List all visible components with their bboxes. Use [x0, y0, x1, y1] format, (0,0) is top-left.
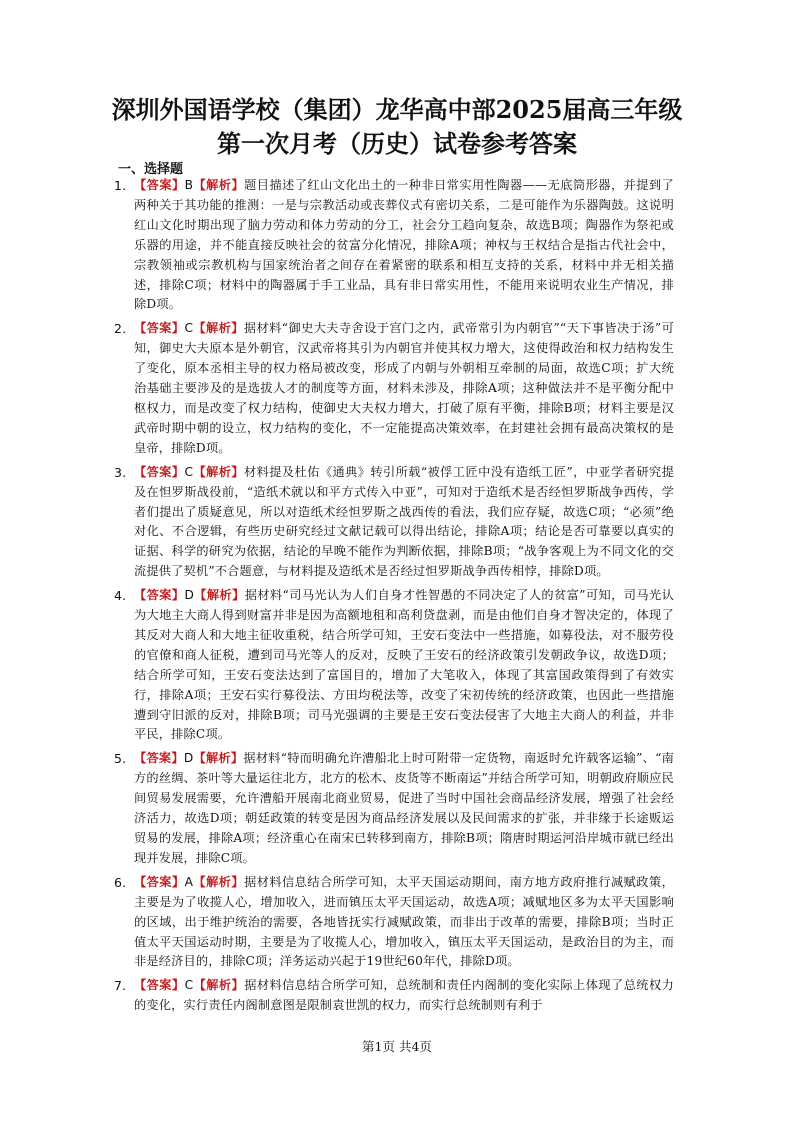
question-number: 7. — [114, 978, 127, 994]
analysis-tag: 【解析】 — [193, 321, 244, 336]
answer-letter: C — [184, 321, 194, 336]
analysis-text: 据材料“御史大夫寺舍设于宫门之内，武帝常引为内朝官”“天下事皆决于汤”可知，御史大夫原本是外朝官，汉武帝将其引为内朝官并使其权力增大，这使得政治和权力结构发生了变化，原本丞相主导的权力格局被改变，形成了内朝与外朝相互牵制的局面，故选C项；扩大统治基础主要涉及的是选拔人才的制度等方面，材料未涉及，排除A项；这种做法并不是平衡分配中枢权力，而是改变了权力结构，使御史大夫权力增大，打破了原有平衡，排除B项；材料主要是汉武帝时期中朝的设立，权力结构的变化，不一定能提高决策效率，在封建社会拥有最高决策权的是皇帝，排除D项。 — [134, 321, 674, 455]
question-number: 5. — [114, 751, 127, 767]
answer-tag: 【答案】 — [134, 874, 185, 889]
question-item — [114, 319, 674, 458]
analysis-tag: 【解析】 — [193, 874, 245, 889]
analysis-tag: 【解析】 — [193, 178, 245, 192]
analysis-text: 据材料信息结合所学可知，总统制和责任内阁制的变化实际上体现了总统权力的变化，实行责任内阁制意图是限制袁世凯的权力，而实行总统制则有利于 — [134, 978, 674, 1013]
analysis-text: 题目描述了红山文化出土的一种非日常实用性陶器——无底筒形器，并提到了两种关于其功能的推测：一是与宗教活动或丧葬仪式有密切关系，二是可能作为乐器陶鼓。这说明红山文化时期出现了脑力劳动和体力劳动的分工，社会分工趋向复杂，故选B项；陶器作为祭祀或乐器的用途，并不能直接反映社会的贫富分化情况，排除A项；神权与王权结合是指古代社会中，宗教领袖或宗教机构与国家统治者之间存在着紧密的联系和相互支持的关系，材料中并无相关描述，排除C项；材料中的陶器属于手工业品，具有非日常实用性，不能用来说明农业生产情况，排除D项。 — [134, 178, 674, 312]
question-item — [114, 976, 674, 1016]
question-number: 4. — [114, 588, 127, 604]
document-title-line2: 第一次月考（历史）试卷参考答案 — [217, 129, 577, 158]
question-number: 1. — [114, 178, 127, 193]
question-item — [114, 749, 674, 868]
document-title-line1: 深圳外国语学校（集团）龙华高中部2025届高三年级 — [111, 95, 683, 124]
question-number: 6. — [114, 874, 127, 890]
answer-letter: D — [184, 588, 195, 603]
answer-letter: B — [184, 178, 194, 192]
page-footer: 第1页 共4页 — [362, 1039, 432, 1054]
analysis-text: 据材料信息结合所学可知，太平天国运动期间，南方地方政府推行减赋政策，主要是为了收揽人心，增加收入，进而镇压太平天国运动，故选A项；减赋地区多为太平天国影响的区域，出于维护统治的需要，各地皆抚实行减赋政策，而非出于改革的需要，排除B项；当时正值太平天国运动时期，主要是为了收揽人心，增加收入，镇压太平天国运动，是政治目的为主，而非是经济目的，排除C项；洋务运动兴起于19世纪60年代，排除D项。 — [134, 874, 674, 969]
answer-tag: 【答案】 — [134, 588, 185, 603]
question-item — [114, 463, 674, 582]
question-item — [114, 873, 674, 973]
answer-tag: 【答案】 — [134, 178, 185, 192]
answer-tag: 【答案】 — [134, 751, 184, 766]
question-number: 3. — [114, 464, 127, 480]
analysis-tag: 【解析】 — [193, 751, 244, 766]
answer-letter: A — [184, 874, 194, 889]
analysis-text: 据材料“特而明确允许漕船北上时可附带一定货物，南返时允许载客运输”、“南方的丝绸、茶叶等大量运往北方，北方的松木、皮货等不断南运”并结合所学可知，明朝政府顺应民间贸易发展需要，允许漕船开展南北商业贸易，促进了当时中国社会商品经济发展，增强了社会经济活力，故选D项；朝廷政策的转变是因为商品经济发展以及民间需求的扩张，并非缘于长途贩运贸易的发展，排除A项；经济重心在南宋已转移到南方，排除B项；隋唐时期运河沿岸城市就已经出现并发展，排除C项。 — [134, 751, 674, 865]
answer-tag: 【答案】 — [134, 464, 185, 479]
question-list — [114, 176, 674, 1016]
analysis-tag: 【解析】 — [193, 464, 245, 479]
question-number: 2. — [114, 321, 127, 337]
answer-tag: 【答案】 — [134, 321, 185, 336]
answer-letter: C — [184, 978, 194, 993]
question-item — [114, 176, 674, 315]
analysis-tag: 【解析】 — [193, 978, 245, 993]
analysis-tag: 【解析】 — [194, 588, 245, 603]
answer-letter: D — [183, 751, 194, 766]
answer-tag: 【答案】 — [134, 978, 185, 993]
section-heading: 一、选择题 — [118, 162, 184, 177]
analysis-text: 材料提及杜佑《通典》转引所载“被俘工匠中没有造纸工匠”，中亚学者研究提及在怛罗斯战役前，“造纸术就以和平方式传入中亚”，可知对于造纸术是否经怛罗斯战争西传，学者们提出了质疑意见，所以对造纸术经怛罗斯之战西传的看法，我们应存疑，故选C项；“必须”绝对化、不合逻辑，有些历史研究经过文献记载可以得出结论，排除A项；结论是否可靠要以真实的证据、科学的研究为依据，结论的早晚不能作为判断依据，排除B项；“战争客观上为不同文化的交流提供了契机”不合题意，与材料提及造纸术是否经过怛罗斯战争西传相悖，排除D项。 — [134, 464, 674, 579]
answer-letter: C — [184, 464, 194, 479]
analysis-text: 据材料“司马光认为人们自身才性智愚的不同决定了人的贫富”可知，司马光认为大地主大商人得到财富并非是因为高额地租和高利贷盘剥，而是由他们自身才智决定的，体现了其反对大商人和大地主征收重税，结合所学可知，王安石变法中一些措施，如募役法，对不服劳役的官僚和商人征税，遭到司马光等人的反对，反映了王安石的经济政策引发朝政争议，故选D项；结合所学可知，王安石变法达到了富国目的，增加了大笔收入，体现了其富国政策得到了有效实行，排除A项；王安石实行募役法、方田均税法等，改变了宋初传统的经济政策，也因此一些措施遭到守旧派的反对，排除B项；司马光强调的主要是王安石变法侵害了大地主大商人的利益，并非平民，排除C项。 — [134, 588, 674, 742]
question-item — [114, 586, 674, 745]
